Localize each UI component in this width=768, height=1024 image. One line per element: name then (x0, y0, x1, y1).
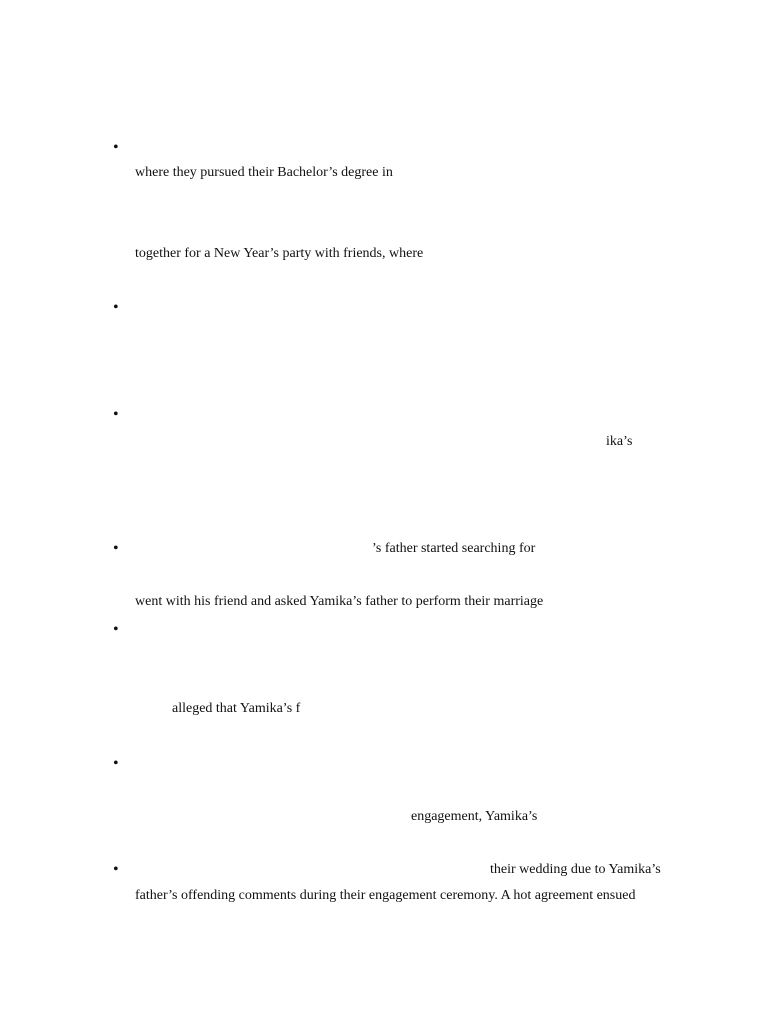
text-line: engagement, Yamika’s (411, 809, 538, 824)
bullet-marker (113, 760, 121, 768)
bullet-marker (113, 411, 121, 419)
bullet-marker (113, 144, 121, 152)
text-line: ’s father started searching for (372, 541, 536, 556)
text-line: went with his friend and asked Yamika’s father to perform their marriage (135, 594, 544, 609)
text-line: their wedding due to Yamika’s (490, 862, 661, 877)
bullet-marker (113, 545, 121, 553)
text-line: father’s offending comments during their engagement ceremony. A hot agreement ensued (135, 888, 636, 903)
bullet-marker (113, 866, 121, 874)
text-line: ika’s (606, 434, 633, 449)
text-line: where they pursued their Bachelor’s degree in (135, 165, 393, 180)
bullet-marker (113, 626, 121, 634)
text-line: alleged that Yamika’s f (172, 701, 301, 716)
bullet-marker (113, 304, 121, 312)
text-line: together for a New Year’s party with friends, where (135, 246, 424, 261)
